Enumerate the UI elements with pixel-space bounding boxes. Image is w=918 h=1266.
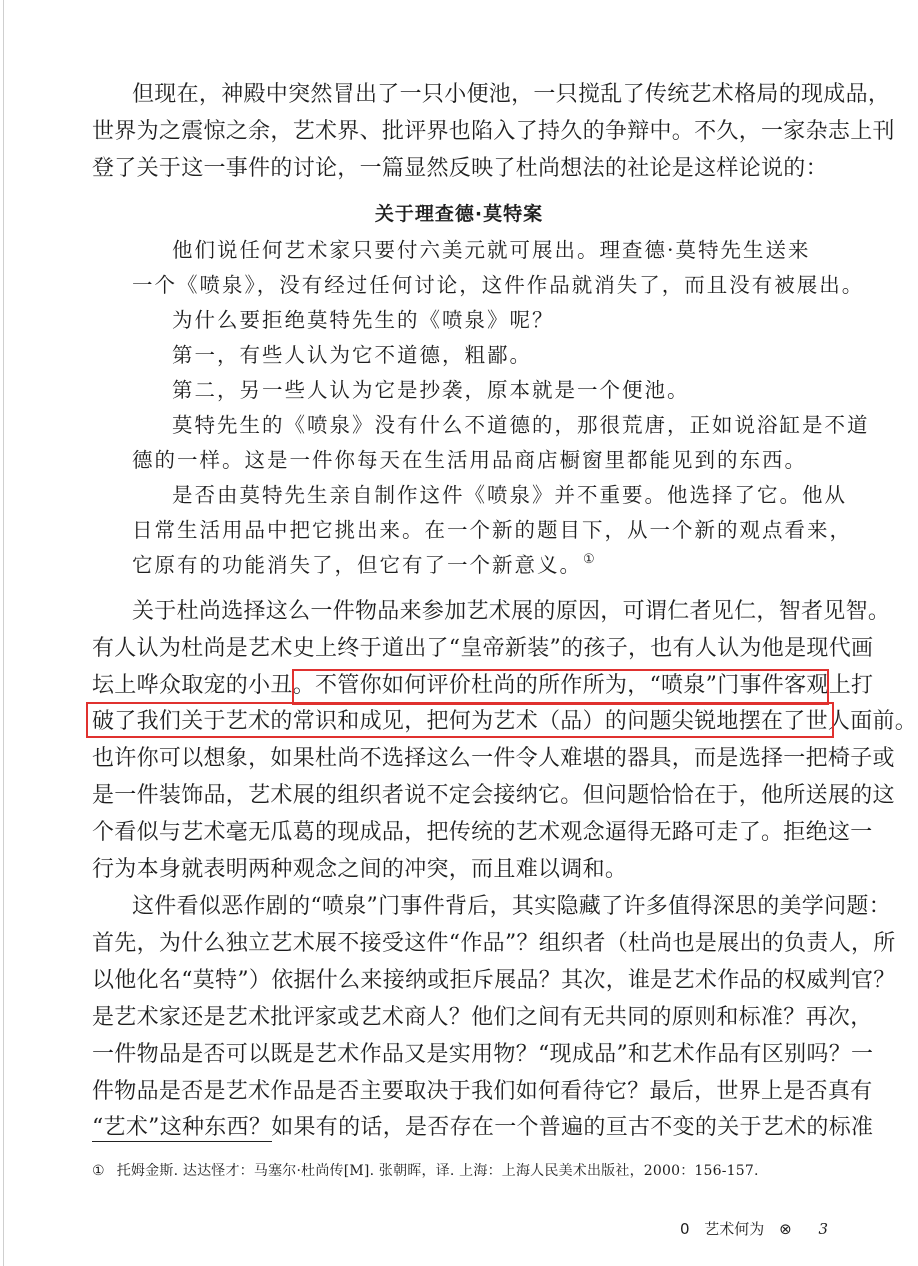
paragraph-2-line-6: 是一件装饰品，艺术展的组织者说不定会接纳它。但问题恰恰在于，他所送展的这 — [92, 783, 895, 808]
page-edge — [3, 0, 4, 1266]
quote-line-5: 第二，另一些人认为它是抄袭，原本就是一个便池。 — [172, 378, 690, 402]
paragraph-3-line-1: 这件看似恶作剧的“喷泉”门事件背后，其实隐藏了许多值得深思的美学问题： — [132, 894, 891, 919]
quote-line-10 — [132, 550, 597, 584]
quote-line-9: 日常生活用品中把它挑出来。在一个新的题目下，从一个新的观点看来， — [132, 518, 852, 542]
footnote-mark: ① — [92, 1163, 105, 1179]
paragraph-3-line-4: 是艺术家还是艺术批评家或艺术商人？他们之间有无共同的原则和标准？再次， — [92, 1005, 873, 1030]
paragraph-2-line-4: 破了我们关于艺术的常识和成见，把何为艺术（品）的问题尖锐地摆在了世人面前。 — [92, 709, 918, 734]
page-footer — [670, 1218, 828, 1240]
paragraph-1-line-3: 登了关于这一事件的讨论，一篇显然反映了杜尚想法的社论是这样论说的： — [92, 156, 828, 181]
quote-line-8: 是否由莫特先生亲自制作这件《喷泉》并不重要。他选择了它。他从 — [172, 483, 847, 507]
footnote-text: 托姆金斯. 达达怪才：马塞尔·杜尚传[M]. 张朝晖，译. 上海：上海人民美术出版社，2000：156-157. — [116, 1163, 759, 1179]
paragraph-3-line-6: 件物品是否是艺术作品是否主要取决于我们如何看待它？最后，世界上是否真有 — [92, 1079, 873, 1104]
footnote-reference: ① — [583, 552, 597, 567]
paragraph-3-line-5: 一件物品是否可以既是艺术作品又是实用物？“现成品”和艺术作品有区别吗？一 — [92, 1042, 874, 1067]
quote-line-6: 莫特先生的《喷泉》没有什么不道德的，那很荒唐，正如说浴缸是不道 — [172, 413, 870, 437]
chapter-number: 0 — [679, 1220, 690, 1238]
quote-line-2: 一个《喷泉》，没有经过任何讨论，这件作品就消失了，而且没有被展出。 — [132, 273, 865, 297]
paragraph-3-line-2: 首先，为什么独立艺术展不接受这件“作品”？组织者（杜尚也是展出的负责人，所 — [92, 931, 896, 956]
quote-line-4: 第一，有些人认为它不道德，粗鄙。 — [172, 343, 532, 367]
footnote — [92, 1160, 759, 1182]
quote-line-1: 他们说任何艺术家只要付六美元就可展出。理查德·莫特先生送来 — [172, 238, 811, 262]
paragraph-2-line-7: 个看似与艺术毫无瓜葛的现成品，把传统的艺术观念逼得无路可走了。拒绝这一 — [92, 820, 873, 845]
quote-line-3: 为什么要拒绝莫特先生的《喷泉》呢？ — [172, 308, 555, 332]
quote-line-7: 德的一样。这是一件你每天在生活用品商店橱窗里都能见到的东西。 — [132, 448, 807, 472]
paragraph-3-line-7: “艺术”这种东西？如果有的话，是否存在一个普遍的亘古不变的关于艺术的标准 — [92, 1115, 874, 1140]
paragraph-2-line-8: 行为本身就表明两种观念之间的冲突，而且难以调和。 — [92, 857, 628, 882]
footnote-rule — [92, 1141, 272, 1142]
paragraph-3-line-3: 以他化名“莫特”）依据什么来接纳或拒斥展品？其次，谁是艺术作品的权威判官？ — [92, 968, 896, 993]
paragraph-2-line-2: 有人认为杜尚是艺术史上终于道出了“皇帝新装”的孩子，也有人认为他是现代画 — [92, 636, 874, 661]
paragraph-2-line-3: 坛上哗众取宠的小丑。不管你如何评价杜尚的所作所为，“喷泉”门事件客观上打 — [92, 673, 874, 698]
ornament-icon: ⊗ — [779, 1220, 792, 1238]
quote-line-10-text: 它原有的功能消失了，但它有了一个新意义。 — [132, 553, 582, 577]
paragraph-1-line-2: 世界为之震惊之余，艺术界、批评界也陷入了持久的争辩中。不久，一家杂志上刊 — [92, 119, 895, 144]
page-number: 3 — [818, 1220, 828, 1238]
paragraph-2-line-5: 也许你可以想象，如果杜尚不选择这么一件令人难堪的器具，而是选择一把椅子或 — [92, 746, 895, 771]
paragraph-1-line-1: 但现在，神殿中突然冒出了一只小便池，一只搅乱了传统艺术格局的现成品， — [132, 82, 891, 107]
quote-heading: 关于理查德·莫特案 — [374, 203, 544, 225]
paragraph-2-line-1: 关于杜尚选择这么一件物品来参加艺术展的原因，可谓仁者见仁，智者见智。 — [132, 599, 891, 624]
chapter-title: 艺术何为 — [704, 1220, 765, 1238]
